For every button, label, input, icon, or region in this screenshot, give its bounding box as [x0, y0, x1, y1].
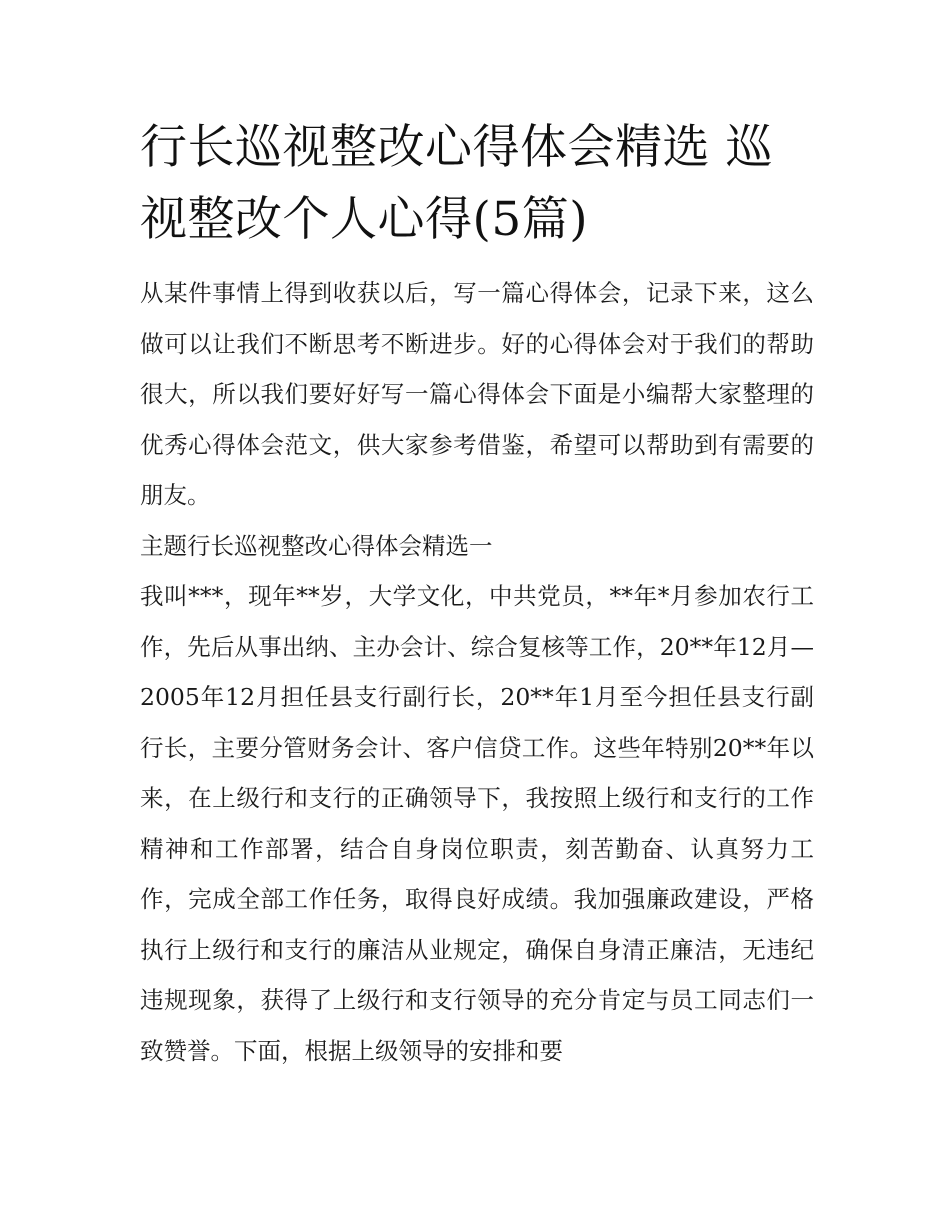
intro-paragraph: 从某件事情上得到收获以后，写一篇心得体会，记录下来，这么做可以让我们不断思考不断进步。好的心得体会对于我们的帮助很大，所以我们要好好写一篇心得体会下面是小编帮大家整理的优秀心得体会范文，供大家参考借鉴，希望可以帮助到有需要的朋友。 [140, 279, 814, 509]
document-title: 行长巡视整改心得体会精选 巡视整改个人心得(5篇) [140, 120, 773, 247]
document-content [140, 112, 814, 1076]
section-heading: 主题行长巡视整改心得体会精选一 [140, 531, 493, 560]
body-paragraph: 我叫***，现年**岁，大学文化，中共党员，**年*月参加农行工作，先后从事出纳、主办会计、综合复核等工作，20**年12月—2005年12月担任县支行副行长，20**年1月至今担任县支行副行长，主要分管财务会计、客户信贷工作。这些年特别20**年以来，在上级行和支行的正确领导下，我按照上级行和支行的工作精神和工作部署，结合自身岗位职责，刻苦勤奋、认真努力工作，完成全部工作任务，取得良好成绩。我加强廉政建设，严格执行上级行和支行的廉洁从业规定，确保自身清正廉洁，无违纪违规现象，获得了上级行和支行领导的充分肯定与员工同志们一致赞誉。下面，根据上级领导的安排和要 [140, 582, 814, 1065]
